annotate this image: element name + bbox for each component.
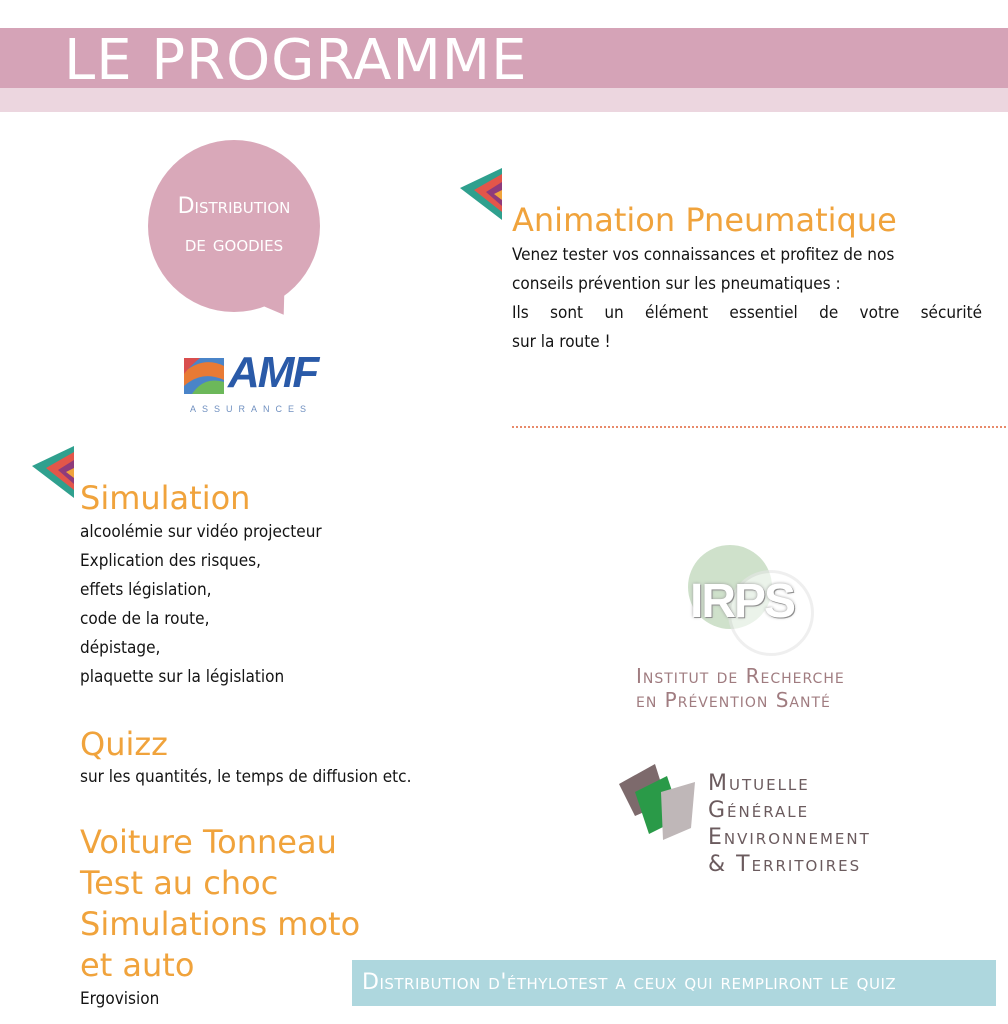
quizz-title: Quizz xyxy=(80,725,168,763)
irps-subtitle-line: en Prévention Santé xyxy=(636,688,831,712)
simulation-line: dépistage, xyxy=(80,638,161,658)
simulation-title: Simulation xyxy=(80,479,251,517)
simulation-line: plaquette sur la législation xyxy=(80,667,285,687)
amf-logo-subtitle: ASSURANCES xyxy=(190,404,313,414)
irps-logo-subtitle xyxy=(636,664,845,712)
animation-line: conseils prévention sur les pneumatiques : xyxy=(512,274,841,294)
simulation-line: alcoolémie sur vidéo projecteur xyxy=(80,522,322,542)
mutuelle-logo-text xyxy=(708,770,871,878)
animation-line: Ils sont un élément essentiel de votre sécurité xyxy=(512,303,982,323)
animation-line: Venez tester vos connaissances et profitez de nos xyxy=(512,245,895,265)
animation-line: sur la route ! xyxy=(512,332,611,352)
irps-subtitle-line: Institut de Recherche xyxy=(636,664,845,688)
ergovision-text: Ergovision xyxy=(80,989,160,1009)
ethylotest-banner: Distribution d'éthylotest a ceux qui rempliront le quiz xyxy=(352,960,996,1006)
simulation-line: Explication des risques, xyxy=(80,551,261,571)
pennant-icon xyxy=(32,446,74,498)
animation-text xyxy=(512,241,982,357)
voiture-line: et auto xyxy=(80,946,195,984)
goodies-line2: de goodies xyxy=(184,232,284,257)
mutuelle-line: Environnement xyxy=(708,825,871,850)
voiture-heading xyxy=(80,822,360,986)
goodies-speech-bubble xyxy=(148,140,320,312)
pennant-icon xyxy=(460,168,502,220)
irps-logo-text: IRPS xyxy=(690,575,795,628)
mutuelle-line: & Territoires xyxy=(708,852,862,877)
animation-title: Animation Pneumatique xyxy=(512,201,897,239)
mutuelle-line: Mutuelle xyxy=(708,771,810,796)
dotted-divider xyxy=(512,426,1006,428)
simulation-line: code de la route, xyxy=(80,609,210,629)
simulation-text xyxy=(80,518,322,692)
voiture-line: Simulations moto xyxy=(80,905,361,943)
voiture-line: Test au choc xyxy=(80,864,279,902)
mutuelle-line: Générale xyxy=(708,798,810,823)
quizz-text: sur les quantités, le temps de diffusion etc. xyxy=(80,767,412,787)
goodies-line1: Distribution xyxy=(177,194,291,219)
voiture-line: Voiture Tonneau xyxy=(80,823,337,861)
simulation-line: effets législation, xyxy=(80,580,212,600)
amf-logo-text: AMF xyxy=(228,348,318,397)
mutuelle-logo xyxy=(615,762,700,842)
page-title: LE PROGRAMME xyxy=(64,28,528,93)
